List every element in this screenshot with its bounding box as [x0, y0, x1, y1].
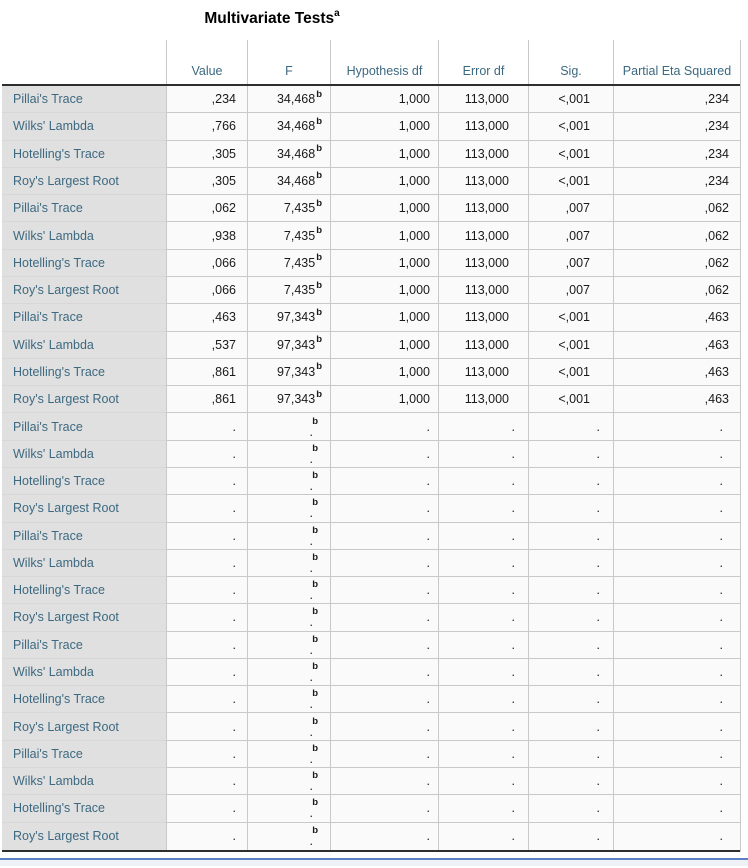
f-value: 34,468 [276, 119, 316, 134]
hypothesis-df-cell: . [330, 523, 438, 550]
f-cell [247, 113, 330, 140]
f-cell [247, 277, 330, 304]
error-df-cell: . [438, 441, 528, 468]
row-label: Hotelling's Trace [2, 468, 166, 495]
hypothesis-df-cell: . [330, 741, 438, 768]
sig-cell: <,001 [528, 359, 613, 386]
f-cell [247, 359, 330, 386]
f-missing-value: . [309, 834, 313, 849]
f-cell [247, 86, 330, 113]
f-value: 97,343 [276, 392, 316, 407]
f-cell [247, 495, 330, 522]
f-missing-value: . [309, 560, 313, 575]
value-cell: ,463 [166, 304, 247, 331]
row-label: Roy's Largest Root [2, 386, 166, 413]
f-footnote-marker: b [312, 470, 318, 482]
f-cell [247, 413, 330, 440]
partial-eta-squared-cell: ,062 [613, 277, 740, 304]
table-row [2, 686, 740, 713]
value-cell: . [166, 523, 247, 550]
f-value: 34,468 [276, 146, 316, 161]
sig-cell: . [528, 741, 613, 768]
error-df-cell: . [438, 577, 528, 604]
value-cell: . [166, 632, 247, 659]
row-label: Pillai's Trace [2, 195, 166, 222]
hypothesis-df-cell: . [330, 604, 438, 631]
row-label: Wilks' Lambda [2, 332, 166, 359]
value-cell: . [166, 550, 247, 577]
table-grid [2, 40, 741, 852]
table-row [2, 823, 740, 850]
value-cell: . [166, 795, 247, 822]
row-label: Pillai's Trace [2, 304, 166, 331]
table-row [2, 359, 740, 386]
sig-cell: . [528, 632, 613, 659]
error-df-cell: 113,000 [438, 277, 528, 304]
f-cell [247, 632, 330, 659]
f-cell [247, 250, 330, 277]
partial-eta-squared-cell: ,062 [613, 222, 740, 249]
partial-eta-squared-cell: ,234 [613, 141, 740, 168]
row-label: Pillai's Trace [2, 741, 166, 768]
f-footnote-marker: b [316, 225, 322, 237]
sig-cell: <,001 [528, 332, 613, 359]
partial-eta-squared-cell: . [613, 413, 740, 440]
sig-cell: . [528, 550, 613, 577]
hypothesis-df-cell: 1,000 [330, 359, 438, 386]
value-cell: . [166, 768, 247, 795]
sig-cell: . [528, 823, 613, 850]
value-cell: . [166, 659, 247, 686]
f-footnote-marker: b [316, 197, 322, 209]
row-label: Wilks' Lambda [2, 222, 166, 249]
hypothesis-df-cell: . [330, 768, 438, 795]
hypothesis-df-cell: 1,000 [330, 386, 438, 413]
hypothesis-df-cell: . [330, 795, 438, 822]
error-df-cell: . [438, 495, 528, 522]
error-df-cell: . [438, 713, 528, 740]
f-footnote-marker: b [312, 825, 318, 837]
value-cell: . [166, 713, 247, 740]
sig-cell: . [528, 659, 613, 686]
partial-eta-squared-cell: ,234 [613, 168, 740, 195]
row-label: Roy's Largest Root [2, 604, 166, 631]
f-cell [247, 550, 330, 577]
table-row [2, 195, 740, 222]
f-footnote-marker: b [316, 88, 322, 100]
title-footnote-marker: a [334, 8, 340, 19]
f-missing-value: . [309, 670, 313, 685]
hypothesis-df-cell: 1,000 [330, 250, 438, 277]
sig-cell: ,007 [528, 222, 613, 249]
partial-eta-squared-cell: . [613, 632, 740, 659]
f-cell [247, 386, 330, 413]
f-footnote-marker: b [312, 442, 318, 454]
f-missing-value: . [309, 806, 313, 821]
f-cell [247, 768, 330, 795]
partial-eta-squared-cell: . [613, 495, 740, 522]
f-cell [247, 332, 330, 359]
error-df-cell: . [438, 768, 528, 795]
hypothesis-df-cell: . [330, 632, 438, 659]
table-row [2, 413, 740, 440]
sig-cell: <,001 [528, 86, 613, 113]
value-cell: ,305 [166, 168, 247, 195]
f-footnote-marker: b [312, 579, 318, 591]
f-footnote-marker: b [312, 715, 318, 727]
f-footnote-marker: b [312, 606, 318, 618]
header-hypothesis-df: Hypothesis df [330, 40, 438, 84]
sig-cell: . [528, 495, 613, 522]
value-cell: ,305 [166, 141, 247, 168]
header-error-df: Error df [438, 40, 528, 84]
f-footnote-marker: b [316, 361, 322, 373]
error-df-cell: 113,000 [438, 86, 528, 113]
sig-cell: <,001 [528, 141, 613, 168]
row-label: Pillai's Trace [2, 86, 166, 113]
header-sig: Sig. [528, 40, 613, 84]
row-label: Roy's Largest Root [2, 277, 166, 304]
row-label: Roy's Largest Root [2, 168, 166, 195]
value-cell: . [166, 441, 247, 468]
f-footnote-marker: b [312, 742, 318, 754]
f-value: 97,343 [276, 364, 316, 379]
row-label: Pillai's Trace [2, 413, 166, 440]
hypothesis-df-cell: 1,000 [330, 86, 438, 113]
hypothesis-df-cell: . [330, 577, 438, 604]
hypothesis-df-cell: 1,000 [330, 141, 438, 168]
value-cell: ,766 [166, 113, 247, 140]
hypothesis-df-cell: . [330, 713, 438, 740]
error-df-cell: . [438, 823, 528, 850]
row-label: Hotelling's Trace [2, 141, 166, 168]
partial-eta-squared-cell: . [613, 441, 740, 468]
error-df-cell: 113,000 [438, 332, 528, 359]
value-cell: ,066 [166, 277, 247, 304]
f-footnote-marker: b [316, 334, 322, 346]
table-row [2, 222, 740, 249]
f-cell [247, 686, 330, 713]
f-footnote-marker: b [312, 497, 318, 509]
f-value: 34,468 [276, 173, 316, 188]
row-label: Pillai's Trace [2, 523, 166, 550]
error-df-cell: 113,000 [438, 386, 528, 413]
hypothesis-df-cell: . [330, 686, 438, 713]
f-footnote-marker: b [316, 388, 322, 400]
partial-eta-squared-cell: ,463 [613, 304, 740, 331]
value-cell: . [166, 686, 247, 713]
f-cell [247, 468, 330, 495]
table-row [2, 468, 740, 495]
sig-cell: . [528, 795, 613, 822]
partial-eta-squared-cell: ,463 [613, 386, 740, 413]
value-cell: ,861 [166, 359, 247, 386]
f-cell [247, 577, 330, 604]
error-df-cell: . [438, 413, 528, 440]
f-footnote-marker: b [316, 143, 322, 155]
f-missing-value: . [309, 506, 313, 521]
table-row [2, 86, 740, 113]
row-label: Wilks' Lambda [2, 550, 166, 577]
table-row [2, 550, 740, 577]
partial-eta-squared-cell: . [613, 468, 740, 495]
error-df-cell: . [438, 686, 528, 713]
table-row [2, 795, 740, 822]
hypothesis-df-cell: 1,000 [330, 332, 438, 359]
f-cell [247, 713, 330, 740]
partial-eta-squared-cell: ,463 [613, 332, 740, 359]
sig-cell: . [528, 441, 613, 468]
f-cell [247, 168, 330, 195]
sig-cell: ,007 [528, 195, 613, 222]
sig-cell: . [528, 523, 613, 550]
value-cell: ,861 [166, 386, 247, 413]
f-cell [247, 741, 330, 768]
f-footnote-marker: b [312, 415, 318, 427]
partial-eta-squared-cell: . [613, 577, 740, 604]
hypothesis-df-cell: 1,000 [330, 222, 438, 249]
table-title-text: Multivariate Tests [204, 10, 335, 28]
partial-eta-squared-cell: . [613, 686, 740, 713]
f-value: 7,435 [283, 228, 316, 243]
hypothesis-df-cell: . [330, 495, 438, 522]
f-footnote-marker: b [316, 252, 322, 264]
value-cell: ,066 [166, 250, 247, 277]
partial-eta-squared-cell: . [613, 795, 740, 822]
value-cell: ,234 [166, 86, 247, 113]
partial-eta-squared-cell: . [613, 523, 740, 550]
error-df-cell: . [438, 659, 528, 686]
error-df-cell: 113,000 [438, 113, 528, 140]
sig-cell: . [528, 577, 613, 604]
partial-eta-squared-cell: ,062 [613, 250, 740, 277]
f-missing-value: . [309, 642, 313, 657]
f-value: 7,435 [283, 201, 316, 216]
row-label: Roy's Largest Root [2, 495, 166, 522]
sig-cell: <,001 [528, 113, 613, 140]
header-partial-eta-squared: Partial Eta Squared [613, 40, 740, 84]
f-cell [247, 195, 330, 222]
sig-cell: ,007 [528, 277, 613, 304]
value-cell: ,938 [166, 222, 247, 249]
f-value: 7,435 [283, 255, 316, 270]
f-missing-value: . [309, 779, 313, 794]
sig-cell: . [528, 686, 613, 713]
value-cell: . [166, 741, 247, 768]
partial-eta-squared-cell: ,234 [613, 86, 740, 113]
hypothesis-df-cell: 1,000 [330, 113, 438, 140]
row-label: Hotelling's Trace [2, 686, 166, 713]
table-row [2, 632, 740, 659]
f-missing-value: . [309, 424, 313, 439]
table-row [2, 250, 740, 277]
partial-eta-squared-cell: . [613, 713, 740, 740]
f-cell [247, 604, 330, 631]
error-df-cell: 113,000 [438, 304, 528, 331]
hypothesis-df-cell: . [330, 823, 438, 850]
table-row [2, 495, 740, 522]
error-df-cell: . [438, 523, 528, 550]
error-df-cell: 113,000 [438, 359, 528, 386]
table-header-row [2, 40, 740, 86]
hypothesis-df-cell: 1,000 [330, 304, 438, 331]
sig-cell: . [528, 768, 613, 795]
f-value: 7,435 [283, 283, 316, 298]
value-cell: ,537 [166, 332, 247, 359]
error-df-cell: 113,000 [438, 141, 528, 168]
multivariate-tests-table[interactable] [2, 0, 741, 852]
error-df-cell: . [438, 632, 528, 659]
value-cell: ,062 [166, 195, 247, 222]
table-row [2, 659, 740, 686]
f-footnote-marker: b [312, 797, 318, 809]
table-row [2, 713, 740, 740]
table-title [204, 9, 339, 28]
value-cell: . [166, 495, 247, 522]
f-missing-value: . [309, 697, 313, 712]
sig-cell: ,007 [528, 250, 613, 277]
hypothesis-df-cell: 1,000 [330, 277, 438, 304]
f-footnote-marker: b [312, 770, 318, 782]
row-label: Roy's Largest Root [2, 823, 166, 850]
table-row [2, 168, 740, 195]
f-footnote-marker: b [312, 524, 318, 536]
error-df-cell: . [438, 741, 528, 768]
sig-cell: <,001 [528, 304, 613, 331]
partial-eta-squared-cell: ,062 [613, 195, 740, 222]
error-df-cell: . [438, 604, 528, 631]
area-below-selection-line [0, 860, 748, 866]
f-footnote-marker: b [316, 115, 322, 127]
f-cell [247, 823, 330, 850]
row-label: Hotelling's Trace [2, 359, 166, 386]
table-row [2, 332, 740, 359]
f-missing-value: . [309, 451, 313, 466]
row-label: Hotelling's Trace [2, 577, 166, 604]
header-f: F [247, 40, 330, 84]
error-df-cell: . [438, 550, 528, 577]
f-missing-value: . [309, 724, 313, 739]
f-cell [247, 304, 330, 331]
table-row [2, 577, 740, 604]
f-value: 34,468 [276, 92, 316, 107]
table-row [2, 386, 740, 413]
hypothesis-df-cell: . [330, 659, 438, 686]
f-footnote-marker: b [312, 661, 318, 673]
table-row [2, 741, 740, 768]
sig-cell: <,001 [528, 386, 613, 413]
f-missing-value: . [309, 588, 313, 603]
hypothesis-df-cell: . [330, 441, 438, 468]
partial-eta-squared-cell: . [613, 768, 740, 795]
row-label: Hotelling's Trace [2, 250, 166, 277]
f-value: 97,343 [276, 337, 316, 352]
f-cell [247, 222, 330, 249]
hypothesis-df-cell: . [330, 550, 438, 577]
partial-eta-squared-cell: . [613, 550, 740, 577]
value-cell: . [166, 413, 247, 440]
sig-cell: . [528, 713, 613, 740]
row-label: Wilks' Lambda [2, 768, 166, 795]
value-cell: . [166, 823, 247, 850]
partial-eta-squared-cell: . [613, 823, 740, 850]
table-row [2, 277, 740, 304]
f-cell [247, 523, 330, 550]
row-label: Pillai's Trace [2, 632, 166, 659]
row-label: Roy's Largest Root [2, 713, 166, 740]
partial-eta-squared-cell: ,234 [613, 113, 740, 140]
table-row [2, 441, 740, 468]
f-footnote-marker: b [316, 279, 322, 291]
partial-eta-squared-cell: . [613, 604, 740, 631]
header-value: Value [166, 40, 247, 84]
table-title-row [2, 0, 542, 40]
table-row [2, 141, 740, 168]
table-row [2, 768, 740, 795]
sig-cell: . [528, 413, 613, 440]
f-footnote-marker: b [312, 633, 318, 645]
f-missing-value: . [309, 479, 313, 494]
sig-cell: <,001 [528, 168, 613, 195]
row-label: Wilks' Lambda [2, 441, 166, 468]
table-row [2, 304, 740, 331]
error-df-cell: 113,000 [438, 222, 528, 249]
error-df-cell: 113,000 [438, 168, 528, 195]
f-missing-value: . [309, 751, 313, 766]
table-row [2, 113, 740, 140]
row-label: Hotelling's Trace [2, 795, 166, 822]
error-df-cell: . [438, 795, 528, 822]
sig-cell: . [528, 604, 613, 631]
partial-eta-squared-cell: . [613, 741, 740, 768]
f-missing-value: . [309, 615, 313, 630]
f-value: 97,343 [276, 310, 316, 325]
hypothesis-df-cell: 1,000 [330, 168, 438, 195]
table-row [2, 604, 740, 631]
header-row-label [2, 40, 166, 84]
table-row [2, 523, 740, 550]
value-cell: . [166, 577, 247, 604]
f-footnote-marker: b [316, 306, 322, 318]
f-footnote-marker: b [312, 551, 318, 563]
f-cell [247, 141, 330, 168]
value-cell: . [166, 468, 247, 495]
hypothesis-df-cell: 1,000 [330, 195, 438, 222]
f-cell [247, 441, 330, 468]
f-missing-value: . [309, 533, 313, 548]
f-cell [247, 659, 330, 686]
partial-eta-squared-cell: ,463 [613, 359, 740, 386]
partial-eta-squared-cell: . [613, 659, 740, 686]
value-cell: . [166, 604, 247, 631]
f-footnote-marker: b [312, 688, 318, 700]
f-footnote-marker: b [316, 170, 322, 182]
hypothesis-df-cell: . [330, 413, 438, 440]
hypothesis-df-cell: . [330, 468, 438, 495]
f-cell [247, 795, 330, 822]
error-df-cell: . [438, 468, 528, 495]
row-label: Wilks' Lambda [2, 659, 166, 686]
table-body [2, 86, 740, 852]
error-df-cell: 113,000 [438, 195, 528, 222]
error-df-cell: 113,000 [438, 250, 528, 277]
row-label: Wilks' Lambda [2, 113, 166, 140]
sig-cell: . [528, 468, 613, 495]
